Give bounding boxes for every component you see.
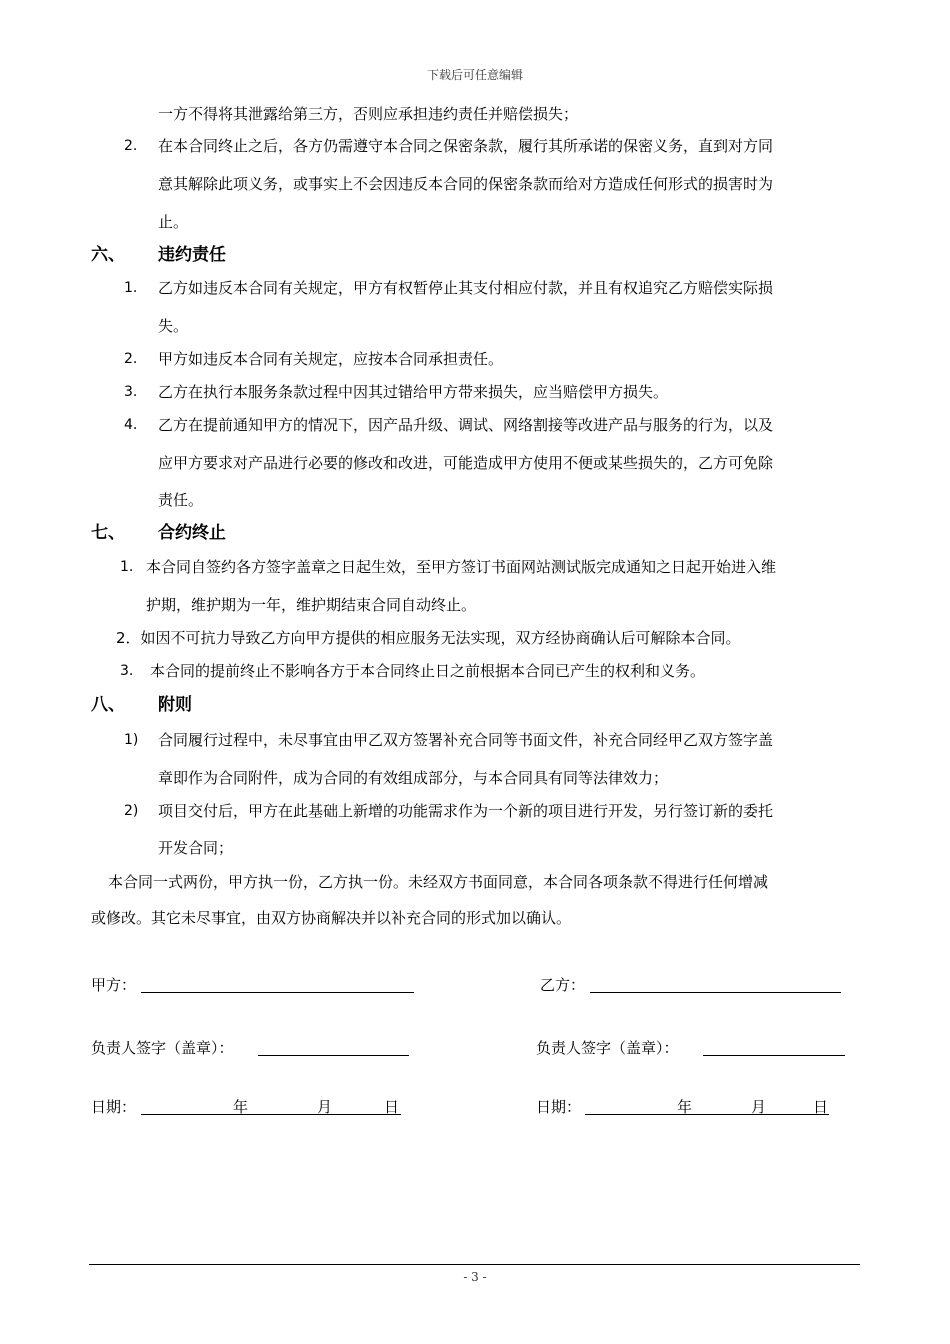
party-b-signature-line[interactable] xyxy=(590,992,841,993)
section5-item2-num: 2. xyxy=(124,138,138,154)
section6-item4-l3: 责任。 xyxy=(158,491,204,509)
party-a-date-label: 日期： xyxy=(91,1098,137,1116)
section7-item1-num: 1. xyxy=(120,559,134,575)
section8-item2-l1: 项目交付后，甲方在此基础上新增的功能需求作为一个新的项目进行开发，另行签订新的委托 xyxy=(158,802,774,820)
section7-item3-l1: 本合同的提前终止不影响各方于本合同终止日之前根据本合同已产生的权利和义务。 xyxy=(150,662,706,680)
party-a-date-line[interactable] xyxy=(141,1114,401,1115)
party-b-year: 年 xyxy=(677,1098,693,1116)
party-a-sign-label: 负责人签字（盖章）： xyxy=(91,1039,234,1057)
party-b-day: 日 xyxy=(813,1098,829,1116)
section7-item1-l1: 本合同自签约各方签字盖章之日起生效，至甲方签订书面网站测试版完成通知之日起开始进入维 xyxy=(146,558,777,576)
section8-item1-num: 1) xyxy=(124,732,139,748)
section8-number: 八、 xyxy=(91,695,125,715)
section6-item4-l1: 乙方在提前通知甲方的情况下，因产品升级、调试、网络割接等改进产品与服务的行为，以及 xyxy=(158,416,774,434)
section7-item1-l2: 护期，维护期为一年，维护期结束合同自动终止。 xyxy=(146,596,477,614)
section7-number: 七、 xyxy=(91,523,125,543)
section5-item2-l2: 意其解除此项义务，或事实上不会因违反本合同的保密条款而给对方造成任何形式的损害时为 xyxy=(158,175,774,193)
section6-item3-l1: 乙方在执行本服务条款过程中因其过错给甲方带来损失，应当赔偿甲方损失。 xyxy=(158,383,669,401)
footer-rule xyxy=(89,1264,860,1265)
section7-item3-num: 3. xyxy=(120,663,134,679)
party-b-label: 乙方： xyxy=(540,976,586,994)
page-header-note: 下载后可任意编辑 xyxy=(426,68,523,82)
section8-title: 附则 xyxy=(158,695,192,715)
party-b-sign-line[interactable] xyxy=(703,1055,845,1056)
section8-item1-l2: 章即作为合同附件，成为合同的有效组成部分，与本合同具有同等法律效力； xyxy=(158,769,669,787)
party-a-year: 年 xyxy=(233,1098,249,1116)
page-number: - 3 - xyxy=(463,1270,487,1284)
party-b-sign-label: 负责人签字（盖章）： xyxy=(536,1039,679,1057)
section7-item2: 2．如因不可抗力导致乙方向甲方提供的相应服务无法实现，双方经协商确认后可解除本合同。 xyxy=(116,629,741,647)
party-a-label: 甲方： xyxy=(91,976,137,994)
closing-line2: 或修改。其它未尽事宜，由双方协商解决并以补充合同的形式加以确认。 xyxy=(91,909,572,927)
section5-item2-l3: 止。 xyxy=(158,213,189,231)
section6-title: 违约责任 xyxy=(158,245,226,265)
party-b-date-line[interactable] xyxy=(585,1114,829,1115)
section6-item1-num: 1. xyxy=(124,280,138,296)
party-b-date-label: 日期： xyxy=(536,1098,582,1116)
closing-line1: 本合同一式两份，甲方执一份，乙方执一份。未经双方书面同意，本合同各项条款不得进行任何增减 xyxy=(108,873,769,891)
section5-line0: 一方不得将其泄露给第三方，否则应承担违约责任并赔偿损失； xyxy=(158,105,579,123)
party-a-sign-line[interactable] xyxy=(258,1055,409,1056)
party-a-signature-line[interactable] xyxy=(141,992,414,993)
section5-item2-l1: 在本合同终止之后，各方仍需遵守本合同之保密条款，履行其所承诺的保密义务，直到对方同 xyxy=(158,137,774,155)
section8-item2-l2: 开发合同； xyxy=(158,839,234,857)
section6-item3-num: 3. xyxy=(124,384,138,400)
party-a-month: 月 xyxy=(317,1098,333,1116)
section6-item1-l2: 失。 xyxy=(158,317,189,335)
section8-item2-num: 2) xyxy=(124,803,139,819)
section6-item4-l2: 应甲方要求对产品进行必要的修改和改进，可能造成甲方使用不便或某些损失的，乙方可免除 xyxy=(158,454,774,472)
section6-item1-l1: 乙方如违反本合同有关规定，甲方有权暂停止其支付相应付款，并且有权追究乙方赔偿实际损 xyxy=(158,279,774,297)
party-a-day: 日 xyxy=(384,1098,400,1116)
section8-item1-l1: 合同履行过程中，未尽事宜由甲乙双方签署补充合同等书面文件，补充合同经甲乙双方签字盖 xyxy=(158,731,774,749)
section6-item4-num: 4. xyxy=(124,417,138,433)
party-b-month: 月 xyxy=(751,1098,767,1116)
section6-item2-l1: 甲方如违反本合同有关规定，应按本合同承担责任。 xyxy=(158,350,504,368)
section6-number: 六、 xyxy=(91,245,125,265)
section6-item2-num: 2. xyxy=(124,351,138,367)
section7-title: 合约终止 xyxy=(158,523,226,543)
